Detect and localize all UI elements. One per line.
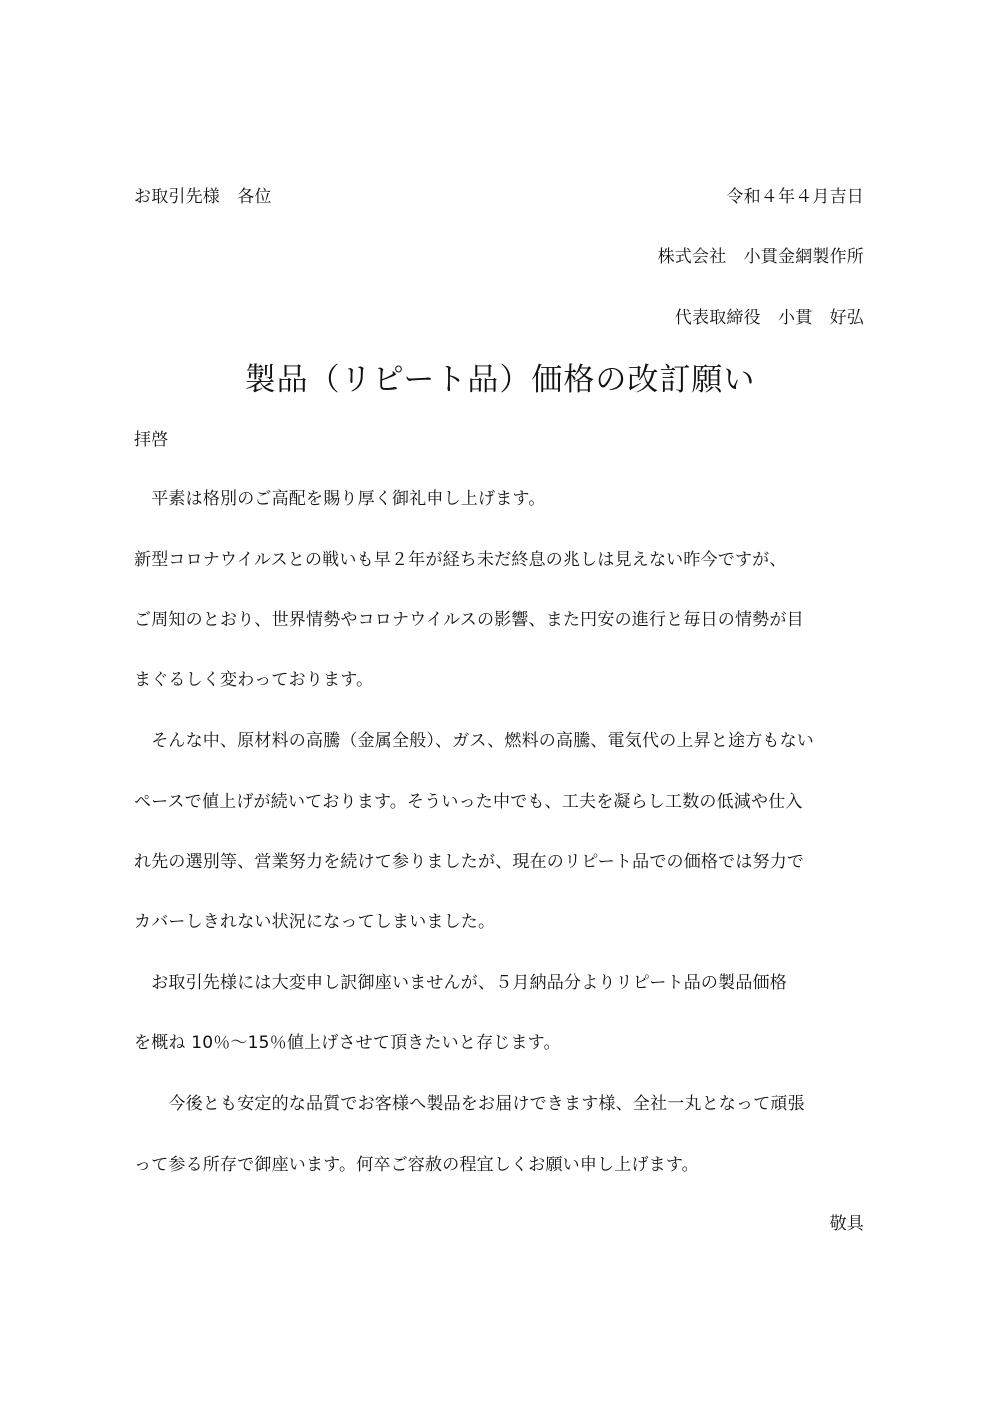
body-line: れ先の選別等、営業努力を続けて参りましたが、現在のリピート品での価格では努力で [134,852,805,872]
document-title: 製品（リピート品）価格の改訂願い [244,362,756,398]
closing: 敬具 [829,1214,864,1234]
body-line: ペースで値上げが続いております。そういった中でも、工夫を凝らし工数の低減や仕入 [134,792,803,812]
body-line: って参る所存で御座います。何卒ご容赦の程宜しくお願い申し上げます。 [134,1155,699,1175]
body-line: まぐるしく変わっております。 [134,670,374,690]
salutation: 拝啓 [134,430,169,450]
body-line: 新型コロナウイルスとの戦いも早２年が経ち未だ終息の兆しは見えない昨今ですが、 [134,550,787,570]
company-name: 株式会社 小貫金網製作所 [657,247,864,267]
representative-name: 代表取締役 小貫 好弘 [674,308,864,328]
date-line: 令和４年４月吉日 [726,187,864,207]
body-line: そんな中、原材料の高騰（金属全般）、ガス、燃料の高騰、電気代の上昇と途方もない [134,731,815,751]
body-line: カバーしきれない状況になってしまいました。 [134,912,496,932]
body-line: 平素は格別のご高配を賜り厚く御礼申し上げます。 [134,489,546,509]
body-line: お取引先様には大変申し訳御座いませんが、５月納品分よりリピート品の製品価格 [134,973,787,993]
body-line: を概ね 10％～15％値上げさせて頂きたいと存じます。 [134,1033,561,1053]
body-line: 今後とも安定的な品質でお客様へ製品をお届けできます様、全社一丸となって頑張 [134,1094,805,1114]
body-line: ご周知のとおり、世界情勢やコロナウイルスの影響、また円安の進行と毎日の情勢が目 [134,610,804,630]
recipient-line: お取引先様 各位 [134,187,272,207]
